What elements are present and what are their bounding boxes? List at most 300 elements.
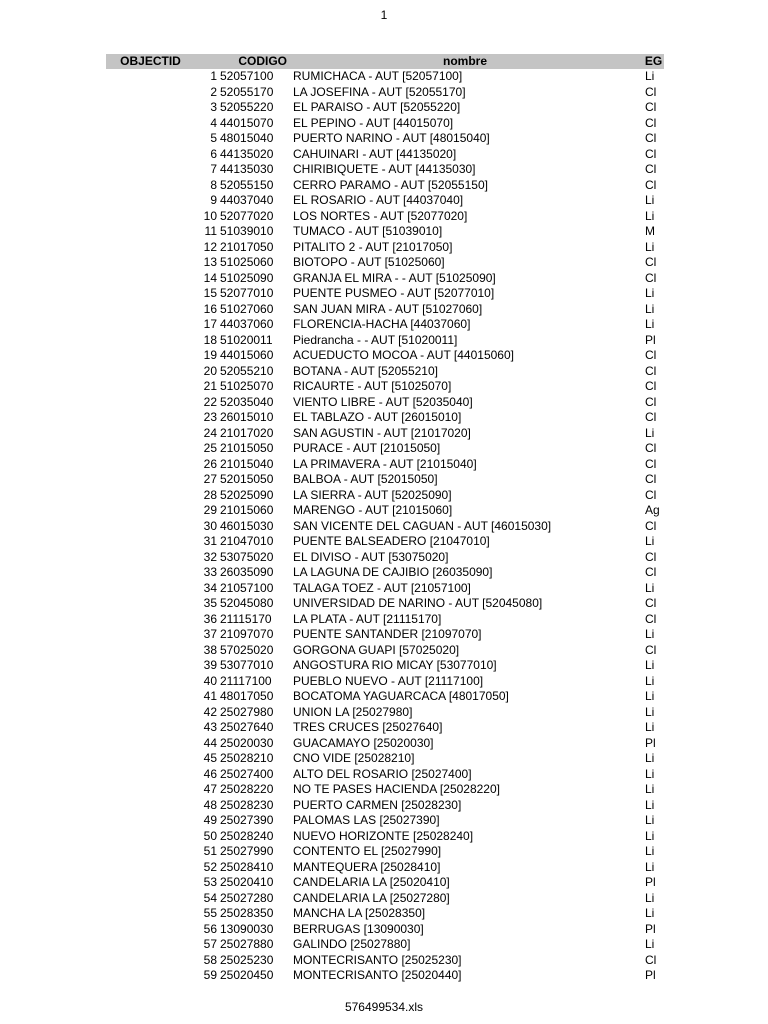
- table-row: [106, 674, 664, 690]
- cell-category: Cl: [645, 518, 657, 533]
- cell-category: Li: [645, 844, 655, 858]
- header-nombre: nombre: [442, 54, 487, 68]
- cell-nombre: EL DIVISO - AUT [53075020]: [293, 549, 449, 564]
- cell-nombre: BOTANA - AUT [52055210]: [293, 363, 438, 378]
- cell-objectid: 37: [203, 627, 217, 641]
- cell-nombre: FLORENCIA-HACHA [44037060]: [293, 317, 471, 331]
- cell-category: Li: [645, 673, 655, 688]
- cell-objectid: 56: [203, 921, 217, 936]
- cell-objectid: 15: [203, 286, 217, 300]
- cell-category: Li: [645, 534, 655, 548]
- cell-nombre: NUEVO HORIZONTE [25028240]: [293, 828, 474, 843]
- table-row: [106, 968, 664, 984]
- cell-codigo: 21057100: [220, 580, 274, 595]
- cell-nombre: GRANJA EL MIRA - - AUT [51025090]: [293, 270, 496, 285]
- cell-codigo: 44037060: [220, 317, 274, 331]
- header-row: [106, 54, 664, 69]
- cell-objectid: 35: [203, 596, 217, 610]
- cell-category: Li: [645, 208, 655, 223]
- cell-nombre: EL PEPINO - AUT [44015070]: [293, 115, 454, 130]
- cell-codigo: 25028210: [220, 751, 274, 765]
- table-row: [106, 813, 664, 829]
- cell-objectid: 2: [210, 84, 217, 99]
- table-row: [106, 426, 664, 442]
- cell-nombre: TRES CRUCES [25027640]: [293, 720, 443, 734]
- cell-nombre: TALAGA TOEZ - AUT [21057100]: [293, 580, 471, 595]
- cell-nombre: LOS NORTES - AUT [52077020]: [293, 208, 468, 223]
- cell-codigo: 52055170: [220, 84, 274, 99]
- cell-nombre: LA PRIMAVERA - AUT [21015040]: [293, 456, 477, 471]
- cell-objectid: 59: [203, 968, 217, 982]
- table-body: [106, 69, 664, 984]
- cell-nombre: TUMACO - AUT [51039010]: [293, 224, 443, 238]
- cell-nombre: UNIVERSIDAD DE NARINO - AUT [52045080]: [293, 596, 543, 610]
- cell-codigo: 25027390: [220, 813, 274, 827]
- cell-codigo: 52055210: [220, 363, 274, 378]
- cell-objectid: 51: [203, 844, 217, 858]
- table-row: [106, 488, 664, 504]
- table-row: [106, 581, 664, 597]
- cell-category: Cl: [645, 596, 657, 610]
- cell-objectid: 22: [203, 394, 217, 409]
- cell-objectid: 31: [203, 534, 217, 548]
- cell-objectid: 40: [203, 673, 217, 688]
- table-row: [106, 69, 664, 85]
- cell-category: Cl: [645, 115, 657, 130]
- cell-objectid: 25: [203, 441, 217, 455]
- cell-objectid: 28: [203, 487, 217, 502]
- cell-codigo: 53075020: [220, 549, 274, 564]
- cell-codigo: 52077020: [220, 208, 274, 223]
- header-eg: EG: [644, 54, 663, 68]
- cell-nombre: MONTECRISANTO [25020440]: [293, 968, 462, 982]
- cell-nombre: RICAURTE - AUT [51025070]: [293, 379, 452, 393]
- cell-objectid: 58: [203, 952, 217, 967]
- table-row: [106, 85, 664, 101]
- cell-objectid: 17: [203, 317, 217, 331]
- cell-nombre: BOCATOMA YAGUARCACA [48017050]: [293, 689, 509, 703]
- table-row: [106, 534, 664, 550]
- cell-nombre: ACUEDUCTO MOCOA - AUT [44015060]: [293, 348, 514, 362]
- cell-objectid: 33: [203, 565, 217, 579]
- cell-category: Cl: [645, 177, 657, 192]
- cell-codigo: 48015040: [220, 131, 274, 145]
- cell-category: Cl: [645, 549, 657, 564]
- cell-category: Cl: [645, 100, 657, 114]
- cell-codigo: 21017020: [220, 425, 274, 440]
- cell-nombre: BALBOA - AUT [52015050]: [293, 472, 438, 486]
- cell-nombre: PUENTE SANTANDER [21097070]: [293, 627, 482, 641]
- cell-category: M: [645, 224, 655, 238]
- cell-nombre: BERRUGAS [13090030]: [293, 921, 424, 936]
- table-row: [106, 844, 664, 860]
- cell-nombre: GALINDO [25027880]: [293, 937, 411, 951]
- table-row: [106, 410, 664, 426]
- cell-nombre: MANCHA LA [25028350]: [293, 906, 426, 920]
- cell-nombre: LA SIERRA - AUT [52025090]: [293, 487, 452, 502]
- cell-category: Cl: [645, 131, 657, 145]
- cell-codigo: 52045080: [220, 596, 274, 610]
- cell-codigo: 51020011: [220, 332, 273, 347]
- table-row: [106, 395, 664, 411]
- cell-codigo: 44015060: [220, 348, 274, 362]
- cell-codigo: 21117100: [220, 673, 272, 688]
- table-row: [106, 193, 664, 209]
- cell-category: Li: [645, 813, 655, 827]
- cell-nombre: BIOTOPO - AUT [51025060]: [293, 255, 445, 269]
- cell-objectid: 19: [203, 348, 217, 362]
- cell-objectid: 47: [203, 782, 217, 796]
- cell-category: Cl: [645, 363, 657, 378]
- cell-objectid: 49: [203, 813, 217, 827]
- cell-codigo: 51025060: [220, 255, 274, 269]
- cell-nombre: UNION LA [25027980]: [293, 704, 413, 719]
- table-row: [106, 860, 664, 876]
- cell-codigo: 25027280: [220, 890, 274, 905]
- cell-nombre: PUERTO NARINO - AUT [48015040]: [293, 131, 490, 145]
- cell-nombre: RUMICHACA - AUT [52057100]: [293, 69, 463, 83]
- cell-category: Li: [645, 425, 655, 440]
- cell-nombre: ALTO DEL ROSARIO [25027400]: [293, 766, 472, 781]
- cell-category: Cl: [645, 611, 657, 626]
- cell-codigo: 44015070: [220, 115, 274, 130]
- cell-category: Pl: [645, 968, 656, 982]
- table-row: [106, 348, 664, 364]
- table-row: [106, 782, 664, 798]
- table-row: [106, 472, 664, 488]
- cell-category: Pl: [645, 332, 656, 347]
- cell-codigo: 21097070: [220, 627, 274, 641]
- cell-objectid: 39: [203, 658, 217, 672]
- cell-category: Cl: [645, 487, 657, 502]
- table-row: [106, 689, 664, 705]
- cell-category: Cl: [645, 410, 657, 424]
- cell-category: Cl: [645, 642, 657, 657]
- cell-codigo: 21115170: [220, 611, 272, 626]
- cell-codigo: 26035090: [220, 565, 274, 579]
- table-row: [106, 503, 664, 519]
- cell-codigo: 21015060: [220, 503, 274, 517]
- table-row: [106, 643, 664, 659]
- cell-nombre: EL TABLAZO - AUT [26015010]: [293, 410, 462, 424]
- cell-nombre: EL PARAISO - AUT [52055220]: [293, 100, 461, 114]
- cell-objectid: 45: [203, 751, 217, 765]
- table-row: [106, 736, 664, 752]
- cell-category: Pl: [645, 875, 656, 889]
- cell-objectid: 24: [203, 425, 217, 440]
- cell-codigo: 53077010: [220, 658, 274, 672]
- cell-objectid: 57: [203, 937, 217, 951]
- cell-codigo: 52055150: [220, 177, 274, 192]
- cell-category: Ag: [645, 503, 660, 517]
- cell-nombre: CERRO PARAMO - AUT [52055150]: [293, 177, 488, 192]
- cell-category: Li: [645, 69, 655, 83]
- cell-objectid: 9: [210, 193, 217, 207]
- cell-objectid: 23: [203, 410, 217, 424]
- cell-objectid: 6: [210, 146, 217, 161]
- cell-objectid: 18: [203, 332, 217, 347]
- table-row: [106, 286, 664, 302]
- cell-objectid: 26: [203, 456, 217, 471]
- table-row: [106, 441, 664, 457]
- cell-nombre: LA PLATA - AUT [21115170]: [293, 611, 442, 626]
- cell-category: Li: [645, 580, 655, 595]
- cell-codigo: 21017050: [220, 239, 274, 254]
- cell-codigo: 25025230: [220, 952, 274, 967]
- cell-objectid: 21: [203, 379, 217, 393]
- cell-category: Li: [645, 828, 655, 843]
- table-row: [106, 302, 664, 318]
- cell-nombre: LA LAGUNA DE CAJIBIO [26035090]: [293, 565, 493, 579]
- table-row: [106, 162, 664, 178]
- cell-category: Pl: [645, 735, 656, 750]
- cell-nombre: CHIRIBIQUETE - AUT [44135030]: [293, 162, 476, 176]
- cell-objectid: 48: [203, 797, 217, 812]
- table-row: [106, 178, 664, 194]
- cell-category: Cl: [645, 472, 657, 486]
- cell-nombre: GUACAMAYO [25020030]: [293, 735, 434, 750]
- cell-objectid: 54: [203, 890, 217, 905]
- cell-nombre: PUENTE BALSEADERO [21047010]: [293, 534, 490, 548]
- cell-codigo: 57025020: [220, 642, 274, 657]
- table-row: [106, 240, 664, 256]
- cell-nombre: CANDELARIA LA [25020410]: [293, 875, 450, 889]
- cell-objectid: 44: [203, 735, 217, 750]
- cell-category: Li: [645, 782, 655, 796]
- table-row: [106, 937, 664, 953]
- cell-objectid: 27: [203, 472, 217, 486]
- cell-nombre: Piedrancha - - AUT [51020011]: [293, 332, 458, 347]
- cell-codigo: 25027980: [220, 704, 274, 719]
- cell-category: Cl: [645, 162, 657, 176]
- cell-category: Li: [645, 890, 655, 905]
- cell-nombre: PUENTE PUSMEO - AUT [52077010]: [293, 286, 495, 300]
- cell-category: Cl: [645, 456, 657, 471]
- table-row: [106, 317, 664, 333]
- table-row: [106, 705, 664, 721]
- cell-nombre: LA JOSEFINA - AUT [52055170]: [293, 84, 466, 99]
- table-row: [106, 906, 664, 922]
- table-row: [106, 519, 664, 535]
- cell-codigo: 52055220: [220, 100, 274, 114]
- cell-codigo: 52035040: [220, 394, 274, 409]
- table-row: [106, 875, 664, 891]
- cell-category: Li: [645, 766, 655, 781]
- cell-objectid: 46: [203, 766, 217, 781]
- table-row: [106, 271, 664, 287]
- cell-objectid: 13: [203, 255, 217, 269]
- table-row: [106, 379, 664, 395]
- cell-codigo: 51025090: [220, 270, 274, 285]
- cell-codigo: 25028240: [220, 828, 274, 843]
- cell-objectid: 30: [203, 518, 217, 533]
- cell-category: Cl: [645, 270, 657, 285]
- table-row: [106, 798, 664, 814]
- cell-objectid: 1: [210, 69, 217, 83]
- cell-nombre: SAN AGUSTIN - AUT [21017020]: [293, 425, 471, 440]
- cell-codigo: 25020030: [220, 735, 274, 750]
- cell-objectid: 41: [203, 689, 217, 703]
- cell-category: Cl: [645, 379, 657, 393]
- table-row: [106, 922, 664, 938]
- cell-objectid: 38: [203, 642, 217, 657]
- cell-objectid: 32: [203, 549, 217, 564]
- cell-category: Li: [645, 301, 655, 316]
- cell-category: Cl: [645, 146, 657, 161]
- page-number: 1: [380, 8, 388, 22]
- cell-objectid: 20: [203, 363, 217, 378]
- table-row: [106, 209, 664, 225]
- cell-nombre: NO TE PASES HACIENDA [25028220]: [293, 782, 500, 796]
- cell-objectid: 11: [204, 224, 217, 238]
- cell-objectid: 52: [203, 859, 217, 874]
- table-row: [106, 953, 664, 969]
- cell-nombre: PUEBLO NUEVO - AUT [21117100]: [293, 673, 484, 688]
- cell-objectid: 53: [203, 875, 217, 889]
- table-row: [106, 767, 664, 783]
- cell-codigo: 25028220: [220, 782, 274, 796]
- cell-objectid: 7: [210, 162, 217, 176]
- cell-nombre: CONTENTO EL [25027990]: [293, 844, 442, 858]
- cell-codigo: 44135030: [220, 162, 274, 176]
- cell-category: Cl: [645, 348, 657, 362]
- cell-objectid: 8: [210, 177, 217, 192]
- table-row: [106, 720, 664, 736]
- table-row: [106, 131, 664, 147]
- cell-codigo: 13090030: [220, 921, 274, 936]
- cell-codigo: 52015050: [220, 472, 274, 486]
- spreadsheet-table: [106, 54, 664, 984]
- cell-codigo: 52057100: [220, 69, 274, 83]
- cell-category: Li: [645, 797, 655, 812]
- cell-codigo: 21015050: [220, 441, 274, 455]
- cell-codigo: 44135020: [220, 146, 274, 161]
- cell-objectid: 42: [203, 704, 217, 719]
- table-row: [106, 596, 664, 612]
- cell-category: Li: [645, 689, 655, 703]
- cell-codigo: 21015040: [220, 456, 274, 471]
- header-objectid: OBJECTID: [120, 54, 181, 68]
- cell-category: Li: [645, 627, 655, 641]
- cell-objectid: 36: [203, 611, 217, 626]
- cell-codigo: 25020410: [220, 875, 274, 889]
- cell-nombre: ANGOSTURA RIO MICAY [53077010]: [293, 658, 497, 672]
- cell-codigo: 25020450: [220, 968, 274, 982]
- cell-nombre: CNO VIDE [25028210]: [293, 751, 415, 765]
- cell-nombre: MONTECRISANTO [25025230]: [293, 952, 462, 967]
- cell-codigo: 25027990: [220, 844, 274, 858]
- cell-nombre: EL ROSARIO - AUT [44037040]: [293, 193, 464, 207]
- cell-codigo: 51039010: [220, 224, 274, 238]
- cell-nombre: PURACE - AUT [21015050]: [293, 441, 441, 455]
- cell-nombre: MARENGO - AUT [21015060]: [293, 503, 453, 517]
- table-row: [106, 457, 664, 473]
- cell-objectid: 5: [210, 131, 217, 145]
- cell-objectid: 16: [203, 301, 217, 316]
- cell-category: Li: [645, 239, 655, 254]
- cell-objectid: 34: [203, 580, 217, 595]
- table-row: [106, 829, 664, 845]
- cell-codigo: 21047010: [220, 534, 274, 548]
- cell-nombre: SAN VICENTE DEL CAGUAN - AUT [46015030]: [293, 518, 552, 533]
- table-row: [106, 658, 664, 674]
- cell-codigo: 25027640: [220, 720, 274, 734]
- footer-filename: 576499534.xls: [344, 1000, 424, 1014]
- cell-nombre: PUERTO CARMEN [25028230]: [293, 797, 462, 812]
- cell-category: Li: [645, 286, 655, 300]
- cell-category: Li: [645, 859, 655, 874]
- cell-category: Cl: [645, 441, 657, 455]
- table-row: [106, 550, 664, 566]
- cell-category: Li: [645, 704, 655, 719]
- cell-nombre: CAHUINARI - AUT [44135020]: [293, 146, 457, 161]
- cell-category: Li: [645, 937, 655, 951]
- cell-category: Li: [645, 193, 655, 207]
- table-row: [106, 224, 664, 240]
- cell-codigo: 48017050: [220, 689, 274, 703]
- table-row: [106, 627, 664, 643]
- cell-objectid: 12: [203, 239, 217, 254]
- table-row: [106, 891, 664, 907]
- cell-codigo: 26015010: [220, 410, 274, 424]
- cell-category: Cl: [645, 84, 657, 99]
- cell-objectid: 43: [203, 720, 217, 734]
- cell-category: Cl: [645, 565, 657, 579]
- cell-category: Li: [645, 658, 655, 672]
- cell-category: Li: [645, 906, 655, 920]
- cell-nombre: VIENTO LIBRE - AUT [52035040]: [293, 394, 473, 409]
- header-codigo: CODIGO: [238, 54, 287, 68]
- table-row: [106, 255, 664, 271]
- cell-codigo: 52025090: [220, 487, 274, 502]
- cell-codigo: 44037040: [220, 193, 274, 207]
- cell-nombre: GORGONA GUAPI [57025020]: [293, 642, 460, 657]
- cell-category: Pl: [645, 921, 656, 936]
- table-row: [106, 116, 664, 132]
- cell-codigo: 25027400: [220, 766, 274, 781]
- cell-objectid: 55: [203, 906, 217, 920]
- cell-codigo: 52077010: [220, 286, 274, 300]
- cell-objectid: 4: [210, 115, 217, 130]
- cell-category: Li: [645, 720, 655, 734]
- cell-codigo: 51027060: [220, 301, 274, 316]
- cell-codigo: 51025070: [220, 379, 274, 393]
- table-row: [106, 565, 664, 581]
- table-row: [106, 100, 664, 116]
- cell-nombre: SAN JUAN MIRA - AUT [51027060]: [293, 301, 483, 316]
- table-row: [106, 751, 664, 767]
- cell-category: Cl: [645, 394, 657, 409]
- cell-codigo: 25028350: [220, 906, 274, 920]
- table-row: [106, 612, 664, 628]
- cell-nombre: PALOMAS LAS [25027390]: [293, 813, 440, 827]
- cell-category: Cl: [645, 952, 657, 967]
- cell-objectid: 14: [203, 270, 217, 285]
- cell-category: Li: [645, 751, 655, 765]
- table-row: [106, 364, 664, 380]
- cell-objectid: 3: [210, 100, 217, 114]
- cell-codigo: 25028230: [220, 797, 274, 812]
- cell-nombre: MANTEQUERA [25028410]: [293, 859, 441, 874]
- cell-nombre: CANDELARIA LA [25027280]: [293, 890, 450, 905]
- cell-objectid: 50: [203, 828, 217, 843]
- table-row: [106, 333, 664, 349]
- table-row: [106, 147, 664, 163]
- cell-codigo: 25028410: [220, 859, 274, 874]
- cell-codigo: 46015030: [220, 518, 274, 533]
- cell-category: Li: [645, 317, 655, 331]
- cell-objectid: 10: [203, 208, 217, 223]
